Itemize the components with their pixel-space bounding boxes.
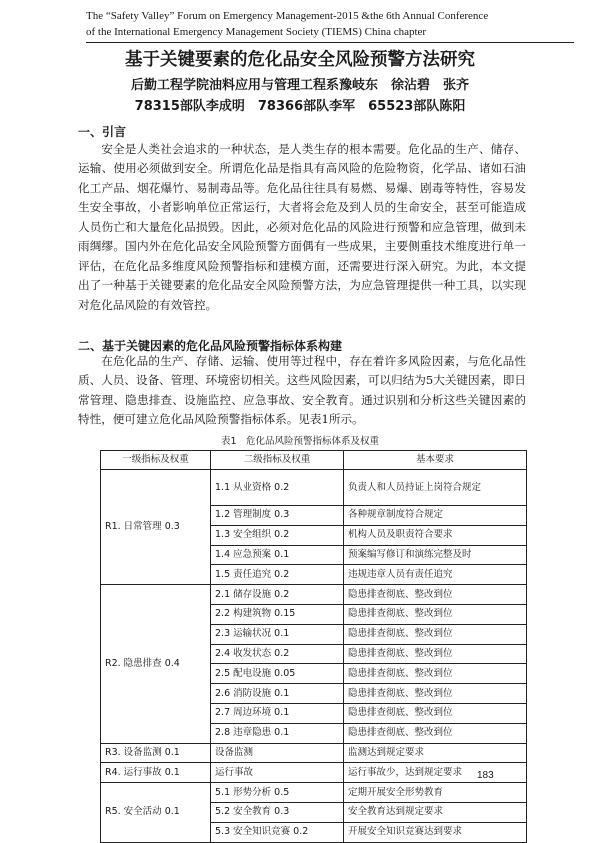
conference-header-line-1: The “Safety Valley” Forum on Emergency Management-2015 &the 6th Annual Conference	[86, 10, 489, 22]
requirement-cell: 运行事故少，达到规定要求	[344, 763, 527, 783]
secondary-indicator: 2.5 配电设施 0.05	[211, 664, 344, 684]
table-header-secondary: 二级指标及权重	[211, 451, 344, 470]
requirement-cell: 隐患排查彻底、整改到位	[344, 703, 527, 723]
requirement-cell: 监测达到规定要求	[344, 743, 527, 763]
secondary-indicator: 1.1 从业资格 0.2	[211, 470, 344, 506]
secondary-indicator: 运行事故	[211, 763, 344, 783]
requirement-cell: 机构人员及职责符合要求	[344, 525, 527, 545]
requirement-cell: 违规违章人员有责任追究	[344, 565, 527, 585]
primary-indicator: R1. 日常管理 0.3	[101, 470, 211, 585]
secondary-indicator: 1.2 管理制度 0.3	[211, 506, 344, 526]
requirement-cell: 隐患排查彻底、整改到位	[344, 624, 527, 644]
requirement-cell: 预案编写修订和演练完整及时	[344, 545, 527, 565]
requirement-cell: 各种规章制度符合规定	[344, 506, 527, 526]
header-rule	[86, 42, 574, 43]
primary-indicator: R3. 设备监测 0.1	[101, 743, 211, 763]
secondary-indicator: 设备监测	[211, 743, 344, 763]
requirement-cell: 隐患排查彻底、整改到位	[344, 644, 527, 664]
secondary-indicator: 5.2 安全教育 0.3	[211, 802, 344, 822]
table-row	[101, 783, 527, 803]
secondary-indicator: 2.3 运输状况 0.1	[211, 624, 344, 644]
secondary-indicator: 5.3 安全知识竞赛 0.2	[211, 822, 344, 842]
introduction-paragraph: 安全是人类社会追求的一种状态，是人类生存的根本需要。危化品的生产、储存、运输、使用必须做到安全。所谓危化品是指具有高风险的危险物资，化学品、诸如石油化工产品、烟花爆竹、易制毒品等。危化品往往具有易燃、易爆、剧毒等特性，容易发生安全事故，小者影响单位正常运行，大者将会危及到人员的生命安全，甚至可能造成人员伤亡和大量危化品损毁。因此，必须对危化品的风险进行预警和应急管理，做到未雨绸缪。国内外在危化品安全风险预警方面偶有一些成果，主要侧重技术维度进行单一评估，在危化品多维度风险预警指标和建模方面，还需要进行深入研究。为此，本文提出了一种基于关键要素的危化品安全风险预警方法，为应急管理提供一种工具，以实现对危化品风险的有效管控。	[78, 142, 526, 312]
primary-indicator: R5. 安全活动 0.1	[101, 783, 211, 842]
primary-indicator: R4. 运行事故 0.1	[101, 763, 211, 783]
table-row	[101, 743, 527, 763]
requirement-cell: 隐患排查彻底、整改到位	[344, 684, 527, 704]
secondary-indicator: 2.8 违章隐患 0.1	[211, 723, 344, 743]
table-header-row	[101, 451, 527, 470]
paper-title: 基于关键要素的危化品安全风险预警方法研究	[125, 50, 475, 70]
secondary-indicator: 1.3 安全组织 0.2	[211, 525, 344, 545]
table-header-requirement: 基本要求	[344, 451, 527, 470]
table-caption: 表1 危化品风险预警指标体系及权重	[220, 436, 380, 447]
requirement-cell: 隐患排查彻底、整改到位	[344, 604, 527, 624]
requirement-cell: 定期开展安全形势教育	[344, 783, 527, 803]
secondary-indicator: 2.7 周边环境 0.1	[211, 703, 344, 723]
table-header-primary: 一级指标及权重	[101, 451, 211, 470]
secondary-indicator: 2.1 储存设施 0.2	[211, 585, 344, 605]
authors-line-1: 后勤工程学院油料应用与管理工程系豫岐东 徐沾碧 张齐	[130, 78, 469, 93]
secondary-indicator: 5.1 形势分析 0.5	[211, 783, 344, 803]
secondary-indicator: 1.4 应急预案 0.1	[211, 545, 344, 565]
indicator-table	[100, 450, 527, 843]
requirement-cell: 隐患排查彻底、整改到位	[344, 585, 527, 605]
table-row	[101, 585, 527, 605]
primary-indicator: R2. 隐患排查 0.4	[101, 585, 211, 743]
secondary-indicator: 2.4 收发状态 0.2	[211, 644, 344, 664]
requirement-cell: 隐患排查彻底、整改到位	[344, 723, 527, 743]
authors-line-2: 78315部队李成明 78366部队李军 65523部队陈阳	[134, 99, 466, 114]
page-number: 183	[477, 770, 494, 781]
index-system-paragraph: 在危化品的生产、存储、运输、使用等过程中，存在着许多风险因素，与危化品性质、人员、设备、管理、环境密切相关。这些风险因素，可以归结为5大关键因素，即日常管理、隐患排查、设施监控、应急事故、安全教育。通过识别和分析这些关键因素的特性，便可建立危化品风险预警指标体系。见表1所示。	[78, 354, 526, 427]
table-row	[101, 470, 527, 506]
secondary-indicator: 2.6 消防设施 0.1	[211, 684, 344, 704]
requirement-cell: 安全教育达到规定要求	[344, 802, 527, 822]
table-row	[101, 763, 527, 783]
section-heading-index-system: 二、基于关键因素的危化品风险预警指标体系构建	[78, 339, 343, 353]
secondary-indicator: 2.2 构建筑物 0.15	[211, 604, 344, 624]
secondary-indicator: 1.5 责任追究 0.2	[211, 565, 344, 585]
conference-header-line-2: of the International Emergency Management Society (TIEMS) China chapter	[86, 26, 427, 38]
requirement-cell: 隐患排查彻底、整改到位	[344, 664, 527, 684]
requirement-cell: 开展安全知识竞赛达到要求	[344, 822, 527, 842]
section-heading-introduction: 一、引言	[78, 125, 127, 139]
requirement-cell: 负责人和人员持证上岗符合规定	[344, 470, 527, 506]
